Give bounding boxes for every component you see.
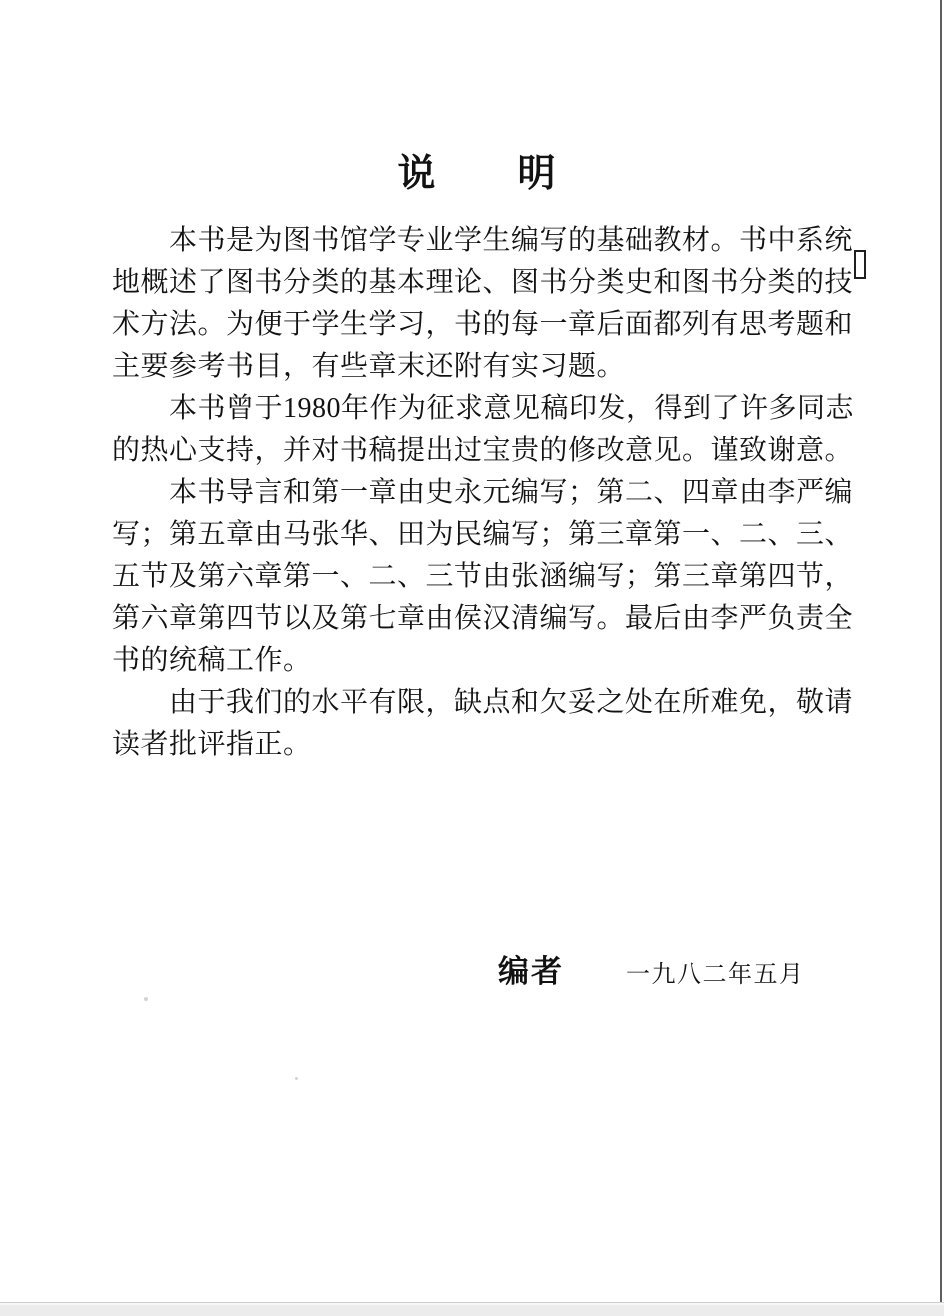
paragraph [112, 682, 854, 766]
text-line: 本书曾于1980年作为征求意见稿印发，得到了许多同志 [169, 393, 855, 424]
window-bottom-bar [0, 1302, 944, 1316]
paragraph [112, 472, 854, 682]
body-paragraphs [112, 220, 855, 766]
scan-speck [144, 997, 148, 1001]
text-line: 写；第五章由马张华、田为民编写；第三章第一、二、三、 [112, 519, 854, 550]
signature-author: 编者 [498, 954, 564, 989]
signature-line [498, 946, 805, 991]
scan-speck [295, 1077, 298, 1080]
page-title: 说 明 [397, 153, 558, 195]
text-line: 主要参考书目，有些章末还附有实习题。 [112, 351, 626, 382]
text-line: 由于我们的水平有限，缺点和欠妥之处在所难免，敬请 [169, 687, 854, 718]
scanner-page-edge-line [940, 0, 942, 1302]
signature-date: 一九八二年五月 [626, 962, 805, 988]
text-line: 五节及第六章第一、二、三节由张涵编写；第三章第四节， [112, 561, 854, 592]
text-line: 书的统稿工作。 [112, 645, 312, 676]
text-line: 术方法。为便于学生学习，书的每一章后面都列有思考题和 [112, 309, 854, 340]
text-line: 地概述了图书分类的基本理论、图书分类史和图书分类的技 [112, 267, 854, 298]
text-line: 的热心支持，并对书稿提出过宝贵的修改意见。谨致谢意。 [112, 435, 854, 466]
text-line: 本书是为图书馆学专业学生编写的基础教材。书中系统 [169, 225, 854, 256]
paragraph [112, 388, 855, 472]
paragraph [112, 220, 854, 388]
scan-artifact-mark [854, 250, 866, 279]
text-line: 第六章第四节以及第七章由侯汉清编写。最后由李严负责全 [112, 603, 854, 634]
text-line: 读者批评指正。 [112, 729, 312, 760]
text-line: 本书导言和第一章由史永元编写；第二、四章由李严编 [169, 477, 854, 508]
